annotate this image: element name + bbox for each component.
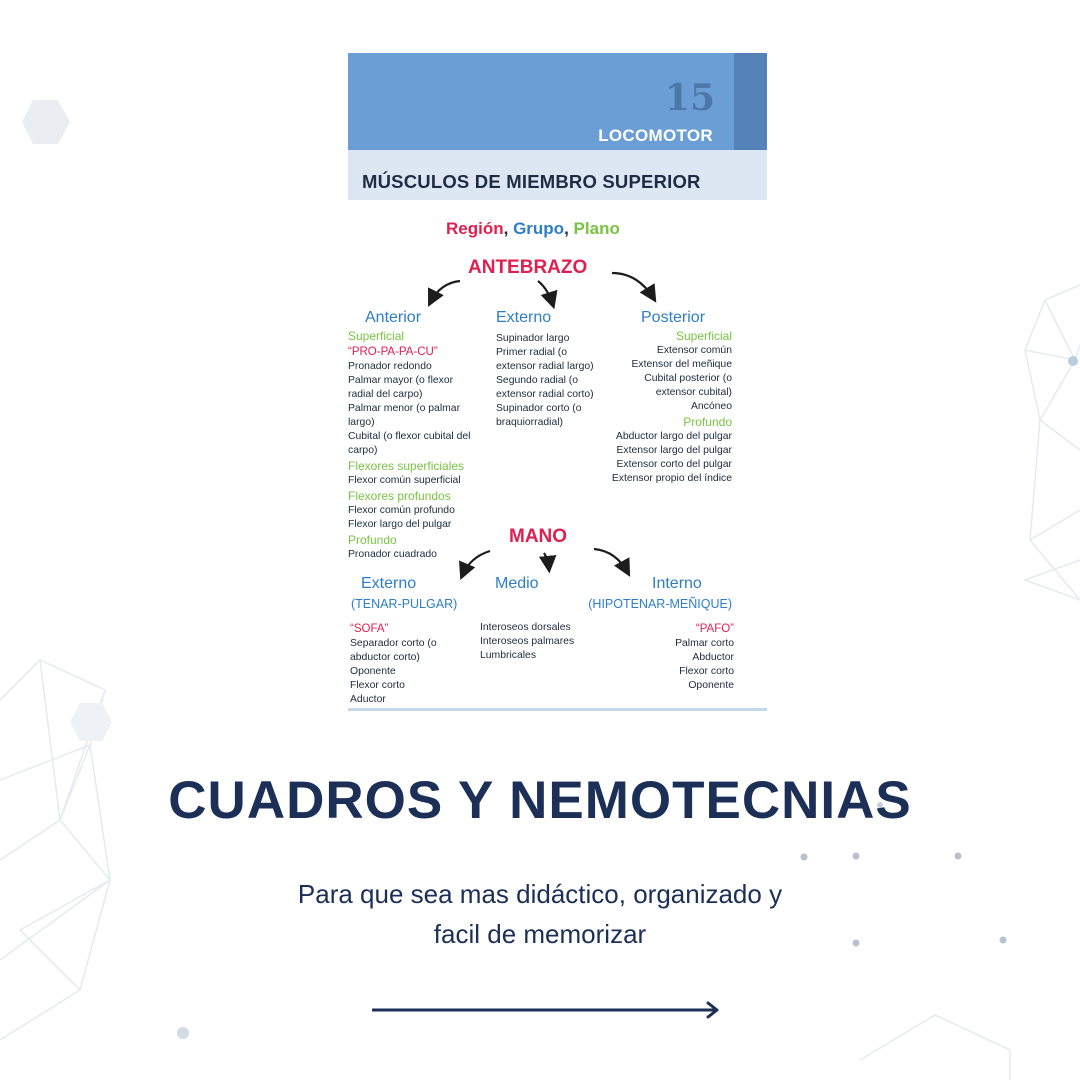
mano-medio-column xyxy=(480,621,600,663)
mano-interno-item: Oponente xyxy=(688,680,734,691)
mano-label: MANO xyxy=(509,526,568,547)
anterior-item: Pronador redondo xyxy=(348,361,432,372)
flexores-profundos-label: Flexores profundos xyxy=(348,489,451,503)
anterior-item: carpo) xyxy=(348,445,378,456)
dot-shape xyxy=(853,853,860,860)
chapter-number: 15 xyxy=(664,77,715,119)
tagline xyxy=(0,874,1080,954)
mano-externo-sub: (TENAR-PULGAR) xyxy=(351,597,458,611)
mano-externo-item: Separador corto (o xyxy=(350,638,437,649)
mano-externo-column xyxy=(350,621,480,707)
posterior-item: extensor cubital) xyxy=(655,387,732,398)
externo-item: Supinador largo xyxy=(496,333,570,344)
mano-medio-item: Interoseos palmares xyxy=(480,636,575,647)
mano-interno-sub: (HIPOTENAR-MEÑIQUE) xyxy=(588,597,732,611)
legend-region: Región xyxy=(446,219,504,238)
externo-item: extensor radial corto) xyxy=(496,389,594,400)
mano-interno-heading: Interno xyxy=(652,575,702,592)
legend-plano: Plano xyxy=(573,219,620,238)
card-title: MÚSCULOS DE MIEMBRO SUPERIOR xyxy=(362,171,701,192)
anterior-item: Cubital (o flexor cubital del xyxy=(348,431,471,442)
antebrazo-label: ANTEBRAZO xyxy=(468,257,588,278)
mano-interno-item: Abductor xyxy=(692,652,734,663)
network-line xyxy=(1025,285,1080,360)
document-card xyxy=(348,53,767,711)
dot-shape xyxy=(1068,356,1078,366)
posterior-superficial-label: Superficial xyxy=(675,329,732,343)
network-line xyxy=(860,1015,1010,1080)
arrow-to-posterior-icon xyxy=(612,273,654,299)
mano-externo-item: Flexor corto xyxy=(350,680,405,691)
mano-interno-column xyxy=(614,621,734,693)
anterior-profundo-label: Profundo xyxy=(348,533,397,547)
section-label: LOCOMOTOR xyxy=(598,126,713,145)
legend-separator: , xyxy=(503,219,509,238)
anterior-superficial-label: Superficial xyxy=(348,329,405,343)
mano-medio-item: Lumbricales xyxy=(480,650,537,661)
hexagon-shape xyxy=(22,100,70,144)
mano-medio-item: Interoseos dorsales xyxy=(480,622,571,633)
network-line xyxy=(1025,350,1080,540)
tagline-line: Para que sea mas didáctico, organizado y xyxy=(297,879,783,909)
network-line xyxy=(1040,300,1080,450)
legend-separator: , xyxy=(564,219,569,238)
dot-shape xyxy=(177,1027,189,1039)
dot-shape xyxy=(801,854,808,861)
posterior-item: Extensor largo del pulgar xyxy=(616,445,732,456)
mano-interno-mnemonic: “PAFO” xyxy=(695,623,734,635)
anterior-item: Palmar menor (o palmar xyxy=(348,403,461,414)
posterior-item: Extensor corto del pulgar xyxy=(616,459,732,470)
externo-heading: Externo xyxy=(496,309,552,326)
posterior-item: Abductor largo del pulgar xyxy=(615,431,732,442)
anterior-item: radial del carpo) xyxy=(348,389,423,400)
arrow-to-externo-icon xyxy=(538,281,553,305)
externo-item: Segundo radial (o xyxy=(496,375,579,386)
anterior-mnemonic: “PRO-PA-PA-CU” xyxy=(348,346,438,358)
posterior-item: Ancóneo xyxy=(690,401,732,412)
mano-externo-item: abductor corto) xyxy=(350,652,420,663)
posterior-item: Extensor propio del índice xyxy=(611,473,732,484)
posterior-column xyxy=(584,328,732,486)
posterior-item: Extensor del meñique xyxy=(631,359,732,370)
mano-externo-mnemonic: “SOFA” xyxy=(350,623,389,635)
arrow-to-mano-medio-icon xyxy=(544,553,549,569)
externo-item: braquiorradial) xyxy=(496,417,563,428)
anterior-item: Flexor largo del pulgar xyxy=(348,519,452,530)
legend-grupo: Grupo xyxy=(513,219,565,238)
network-line xyxy=(1025,540,1080,600)
externo-item: Supinador corto (o xyxy=(496,403,582,414)
hexagon-shape xyxy=(70,703,112,741)
card-bottom-border xyxy=(348,708,767,711)
tagline-line: facil de memorizar xyxy=(433,919,647,949)
long-right-arrow-icon[interactable] xyxy=(372,998,722,1022)
mano-externo-heading: Externo xyxy=(361,575,417,592)
arrow-to-anterior-icon xyxy=(430,281,460,303)
mano-interno-item: Flexor corto xyxy=(679,666,734,677)
posterior-item: Extensor común xyxy=(656,345,732,356)
posterior-item: Cubital posterior (o xyxy=(644,373,732,384)
posterior-profundo-label: Profundo xyxy=(683,415,732,429)
mano-externo-item: Aductor xyxy=(350,694,386,705)
flexores-superficiales-label: Flexores superficiales xyxy=(348,459,465,473)
posterior-heading: Posterior xyxy=(641,309,706,326)
anterior-column xyxy=(348,328,498,562)
externo-item: extensor radial largo) xyxy=(496,361,594,372)
anterior-item: Pronador cuadrado xyxy=(348,549,437,560)
anterior-item: largo) xyxy=(348,417,375,428)
mano-externo-item: Oponente xyxy=(350,666,396,677)
arrow-to-mano-interno-icon xyxy=(594,549,628,573)
anterior-item: Palmar mayor (o flexor xyxy=(348,375,454,386)
anterior-item: Flexor común superficial xyxy=(348,475,461,486)
anterior-heading: Anterior xyxy=(365,309,422,326)
anterior-item: Flexor común profundo xyxy=(348,505,455,516)
externo-item: Primer radial (o xyxy=(496,347,568,358)
mano-interno-item: Palmar corto xyxy=(675,638,734,649)
main-title: CUADROS Y NEMOTECNIAS xyxy=(168,771,912,830)
dot-shape xyxy=(955,853,962,860)
mano-medio-heading: Medio xyxy=(495,575,539,592)
